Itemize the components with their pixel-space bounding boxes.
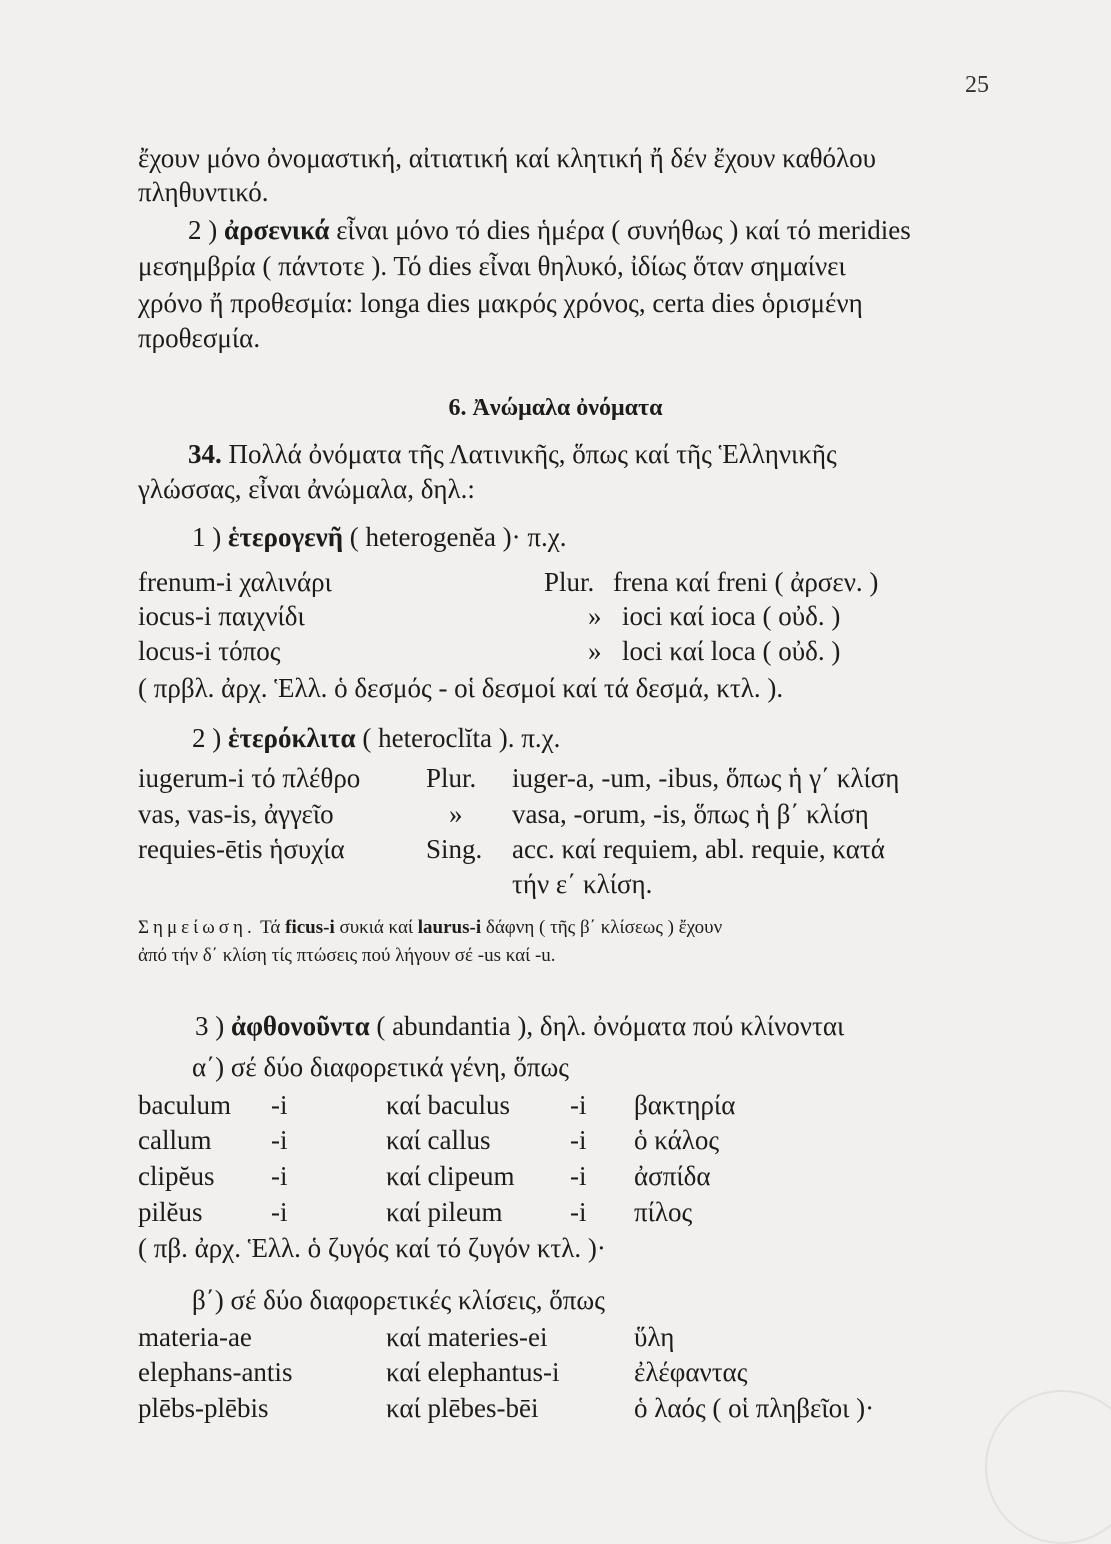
abundantia-number: 3 ) xyxy=(195,1011,231,1041)
para-34-text: Πολλά ὀνόματα τῆς Λατινικῆς, ὅπως καί τῆς Ἑλληνικῆς xyxy=(221,439,837,469)
greek-meaning: πίλος xyxy=(634,1197,693,1227)
page-number: 25 xyxy=(965,72,989,98)
word: frenum-i χαλινάρι xyxy=(138,567,332,597)
masculine-term: ἀρσενικά xyxy=(224,215,330,245)
masculine-line-1 xyxy=(188,213,911,247)
word: requies-ētis ἡσυχία xyxy=(138,834,345,864)
intro-line-1: ἔχουν μόνο ὀνομαστική, αἰτιατική καί κλητική ἤ δέν ἔχουν καθόλου xyxy=(138,143,877,173)
abundantia-heading xyxy=(195,1009,844,1043)
heteroclita-term: ἑτερόκλιτα xyxy=(228,723,356,753)
greek-meaning: ὁ λαός ( οἱ πληβεῖοι )· xyxy=(634,1393,875,1423)
abundantia-term: ἀφθονοῦντα xyxy=(231,1011,370,1041)
heteroclita-row xyxy=(0,797,1111,831)
greek-meaning: ἀσπίδα xyxy=(634,1161,711,1191)
ending-1: -i xyxy=(271,1197,288,1227)
note-text-2: συκιά καί xyxy=(334,917,418,938)
note: ioci καί ioca ( οὐδ. ) xyxy=(622,601,841,631)
note: vasa, -orum, -is, ὅπως ἡ β΄ κλίση xyxy=(512,799,869,829)
masculine-line-4: προθεσμία. xyxy=(138,323,261,353)
greek-meaning: ὁ κάλος xyxy=(634,1125,720,1155)
masculine-number: 2 ) xyxy=(188,215,224,245)
note-ficus: ficus-i xyxy=(285,917,335,938)
para-34-number: 34. xyxy=(188,439,222,469)
heteroclita-text: ( heteroclĭta ). π.χ. xyxy=(355,723,561,753)
para-34-line-2: γλώσσας, εἶναι ἀνώμαλα, δηλ.: xyxy=(138,474,475,504)
heterogenea-row xyxy=(0,565,1111,599)
para-34-line-1 xyxy=(188,437,837,471)
latin-word-1: baculum xyxy=(138,1090,231,1120)
heteroclita-heading xyxy=(192,721,560,755)
latin-word-1: elephans-antis xyxy=(138,1357,293,1387)
note-text-3: δάφνη ( τῆς β΄ κλίσεως ) ἔχουν xyxy=(481,917,723,938)
ending-2: -i xyxy=(570,1090,587,1120)
word: iocus-i παιχνίδι xyxy=(138,601,305,631)
abundantia-b-row xyxy=(0,1391,1111,1425)
ending-1: -i xyxy=(271,1125,288,1155)
number-mark: » xyxy=(449,799,463,829)
word: iugerum-i τό πλέθρο xyxy=(138,763,361,793)
greek-meaning: βακτηρία xyxy=(634,1090,736,1120)
word: vas, vas-is, ἀγγεῖο xyxy=(138,799,334,829)
abundantia-text: ( abundantia ), δηλ. ὀνόματα πού κλίνονται xyxy=(369,1011,845,1041)
abundantia-a-compare: ( πβ. ἀρχ. Ἑλλ. ὁ ζυγός καί τό ζυγόν κτλ. )· xyxy=(138,1233,606,1263)
note-text-1: Τά xyxy=(255,917,286,938)
ending-2: -i xyxy=(570,1125,587,1155)
heteroclita-row xyxy=(0,761,1111,795)
abundantia-a-row xyxy=(0,1195,1111,1229)
masculine-text: εἶναι μόνο τό dies ἡμέρα ( συνήθως ) καί τό meridies xyxy=(329,215,911,245)
latin-word-2: καί plēbes-bēi xyxy=(386,1393,539,1423)
masculine-line-3: χρόνο ἤ προθεσμία: longa dies μακρός χρόνος, certa dies ὁρισμένη xyxy=(138,288,863,318)
latin-word-2: καί materies-ei xyxy=(386,1322,548,1352)
latin-word-2: καί callus xyxy=(386,1125,491,1155)
note: acc. καί requiem, abl. requie, κατά xyxy=(512,834,885,864)
latin-word-2: καί clipeum xyxy=(386,1161,515,1191)
heterogenea-term: ἑτερογενῆ xyxy=(228,522,344,552)
abundantia-b-row xyxy=(0,1355,1111,1389)
note: frena καί freni ( ἀρσεν. ) xyxy=(613,567,879,597)
heteroclita-row xyxy=(0,832,1111,866)
heterogenea-heading xyxy=(192,520,567,554)
note-line-1 xyxy=(138,915,722,941)
intro-line-2: πληθυντικό. xyxy=(138,177,269,207)
latin-word-1: materia-ae xyxy=(138,1322,252,1352)
abundantia-b-row xyxy=(0,1320,1111,1354)
heterogenea-compare: ( πρβλ. ἀρχ. Ἑλλ. ὁ δεσμός - οἱ δεσμοί καί τά δεσμά, κτλ. ). xyxy=(138,673,784,703)
heterogenea-text: ( heterogenĕa )· π.χ. xyxy=(343,522,567,552)
heterogenea-number: 1 ) xyxy=(192,522,228,552)
abundantia-a-row xyxy=(0,1159,1111,1193)
number-mark: Sing. xyxy=(426,834,483,864)
masculine-line-2: μεσημβρία ( πάντοτε ). Τό dies εἶναι θηλυκό, ἰδίως ὅταν σημαίνει xyxy=(138,251,846,281)
heterogenea-row xyxy=(0,599,1111,633)
heteroclita-row-3-continued: τήν ε΄ κλίση. xyxy=(512,869,653,899)
note: loci καί loca ( οὐδ. ) xyxy=(622,636,841,666)
greek-meaning: ἐλέφαντας xyxy=(634,1357,748,1387)
latin-word-1: plēbs-plēbis xyxy=(138,1393,269,1423)
ending-1: -i xyxy=(271,1090,288,1120)
number-mark: » xyxy=(588,601,602,631)
ending-1: -i xyxy=(271,1161,288,1191)
abundantia-a-intro: α΄) σέ δύο διαφορετικά γένη, ὅπως xyxy=(192,1052,569,1082)
note: iuger-a, -um, -ibus, ὅπως ἡ γ΄ κλίση xyxy=(512,763,900,793)
word: locus-i τόπος xyxy=(138,636,281,666)
note-laurus: laurus-i xyxy=(417,917,482,938)
ending-2: -i xyxy=(570,1161,587,1191)
number-mark: Plur. xyxy=(544,567,595,597)
abundantia-b-intro: β΄) σέ δύο διαφορετικές κλίσεις, ὅπως xyxy=(192,1285,605,1315)
section-heading: 6. Ἀνώμαλα ὀνόματα xyxy=(448,395,663,421)
ending-2: -i xyxy=(570,1197,587,1227)
abundantia-a-row xyxy=(0,1123,1111,1157)
latin-word-1: pilĕus xyxy=(138,1197,203,1227)
heterogenea-row xyxy=(0,634,1111,668)
note-line-2: ἀπό τήν δ΄ κλίση τίς πτώσεις πού λήγουν σέ -us καί -u. xyxy=(138,945,556,966)
latin-word-2: καί elephantus-i xyxy=(386,1357,560,1387)
latin-word-1: callum xyxy=(138,1125,212,1155)
latin-word-1: clipĕus xyxy=(138,1161,215,1191)
number-mark: » xyxy=(588,636,602,666)
number-mark: Plur. xyxy=(426,763,477,793)
heteroclita-number: 2 ) xyxy=(192,723,228,753)
latin-word-2: καί baculus xyxy=(386,1090,511,1120)
latin-word-2: καί pileum xyxy=(386,1197,503,1227)
abundantia-a-row xyxy=(0,1088,1111,1122)
greek-meaning: ὕλη xyxy=(634,1322,675,1352)
note-label: Σημείωση. xyxy=(138,917,256,938)
